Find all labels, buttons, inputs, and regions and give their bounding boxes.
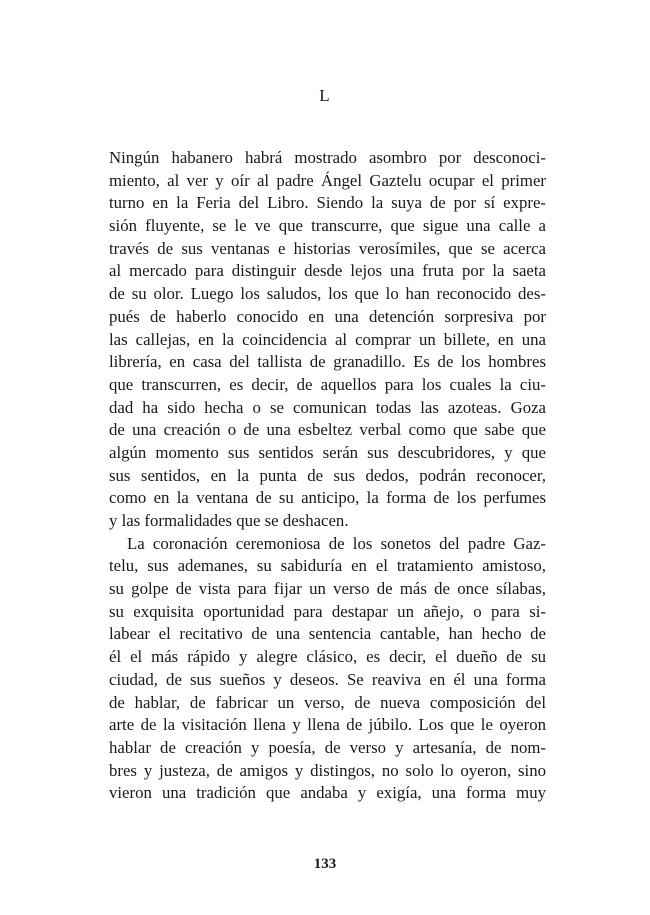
- text-line: de una creación o de una esbeltez verbal como que sabe que: [109, 420, 546, 440]
- text-line: él el más rápido y alegre clásico, es decir, el dueño de su: [109, 647, 546, 667]
- text-line: bres y justeza, de amigos y distingos, no solo lo oyeron, sino: [109, 760, 546, 780]
- text-line: que transcurren, es decir, de aquellos para los cuales la ciu-: [109, 374, 546, 394]
- text-line: al mercado para distinguir desde lejos una fruta por la saeta: [109, 261, 546, 281]
- text-line: su exquisita oportunidad para destapar un añejo, o para si-: [109, 601, 546, 621]
- text-line: miento, al ver y oír al padre Ángel Gaztelu ocupar el primer: [109, 170, 546, 190]
- text-line: y las formalidades que se deshacen.: [109, 511, 349, 530]
- text-line: La coronación ceremoniosa de los sonetos del padre Gaz-: [127, 533, 546, 553]
- page-number: 133: [313, 856, 337, 872]
- text-line: su golpe de vista para fijar un verso de más de once sílabas,: [109, 579, 546, 599]
- text-line: arte de la visitación llena y llena de júbilo. Los que le oyeron: [109, 715, 546, 735]
- chapter-heading: L: [319, 86, 331, 105]
- text-line: través de sus ventanas e historias verosímiles, que se acerca: [109, 238, 546, 258]
- text-line: algún momento sus sentidos serán sus descubridores, y que: [109, 442, 546, 462]
- text-line: ciudad, de sus sueños y deseos. Se reaviva en él una forma: [109, 669, 546, 689]
- text-line: dad ha sido hecha o se comunican todas las azoteas. Goza: [109, 397, 546, 417]
- text-line: labear el recitativo de una sentencia cantable, han hecho de: [109, 624, 546, 644]
- text-line: hablar de creación y poesía, de verso y artesanía, de nom-: [109, 737, 546, 757]
- text-line: pués de haberlo conocido en una detención sorpresiva por: [109, 306, 546, 326]
- body-text: [109, 147, 546, 805]
- text-line: Ningún habanero habrá mostrado asombro por desconoci-: [109, 148, 546, 167]
- text-line: sión fluyente, se le ve que transcurre, que sigue una calle a: [109, 216, 546, 236]
- text-line: de su olor. Luego los saludos, los que lo han reconocido des-: [109, 284, 546, 304]
- text-line: telu, sus ademanes, su sabiduría en el tratamiento amistoso,: [109, 556, 546, 576]
- text-line: de hablar, de fabricar un verso, de nueva composición del: [109, 692, 546, 712]
- text-line: vieron una tradición que andaba y exigía, una forma muy: [109, 783, 546, 803]
- text-line: como en la ventana de su anticipo, la forma de los perfumes: [109, 488, 546, 508]
- text-line: librería, en casa del tallista de granadillo. Es de los hombres: [109, 352, 546, 372]
- text-line: sus sentidos, en la punta de sus dedos, podrán reconocer,: [109, 465, 546, 485]
- text-line: las callejas, en la coincidencia al comprar un billete, en una: [109, 329, 546, 349]
- text-line: turno en la Feria del Libro. Siendo la suya de por sí expre-: [109, 193, 546, 213]
